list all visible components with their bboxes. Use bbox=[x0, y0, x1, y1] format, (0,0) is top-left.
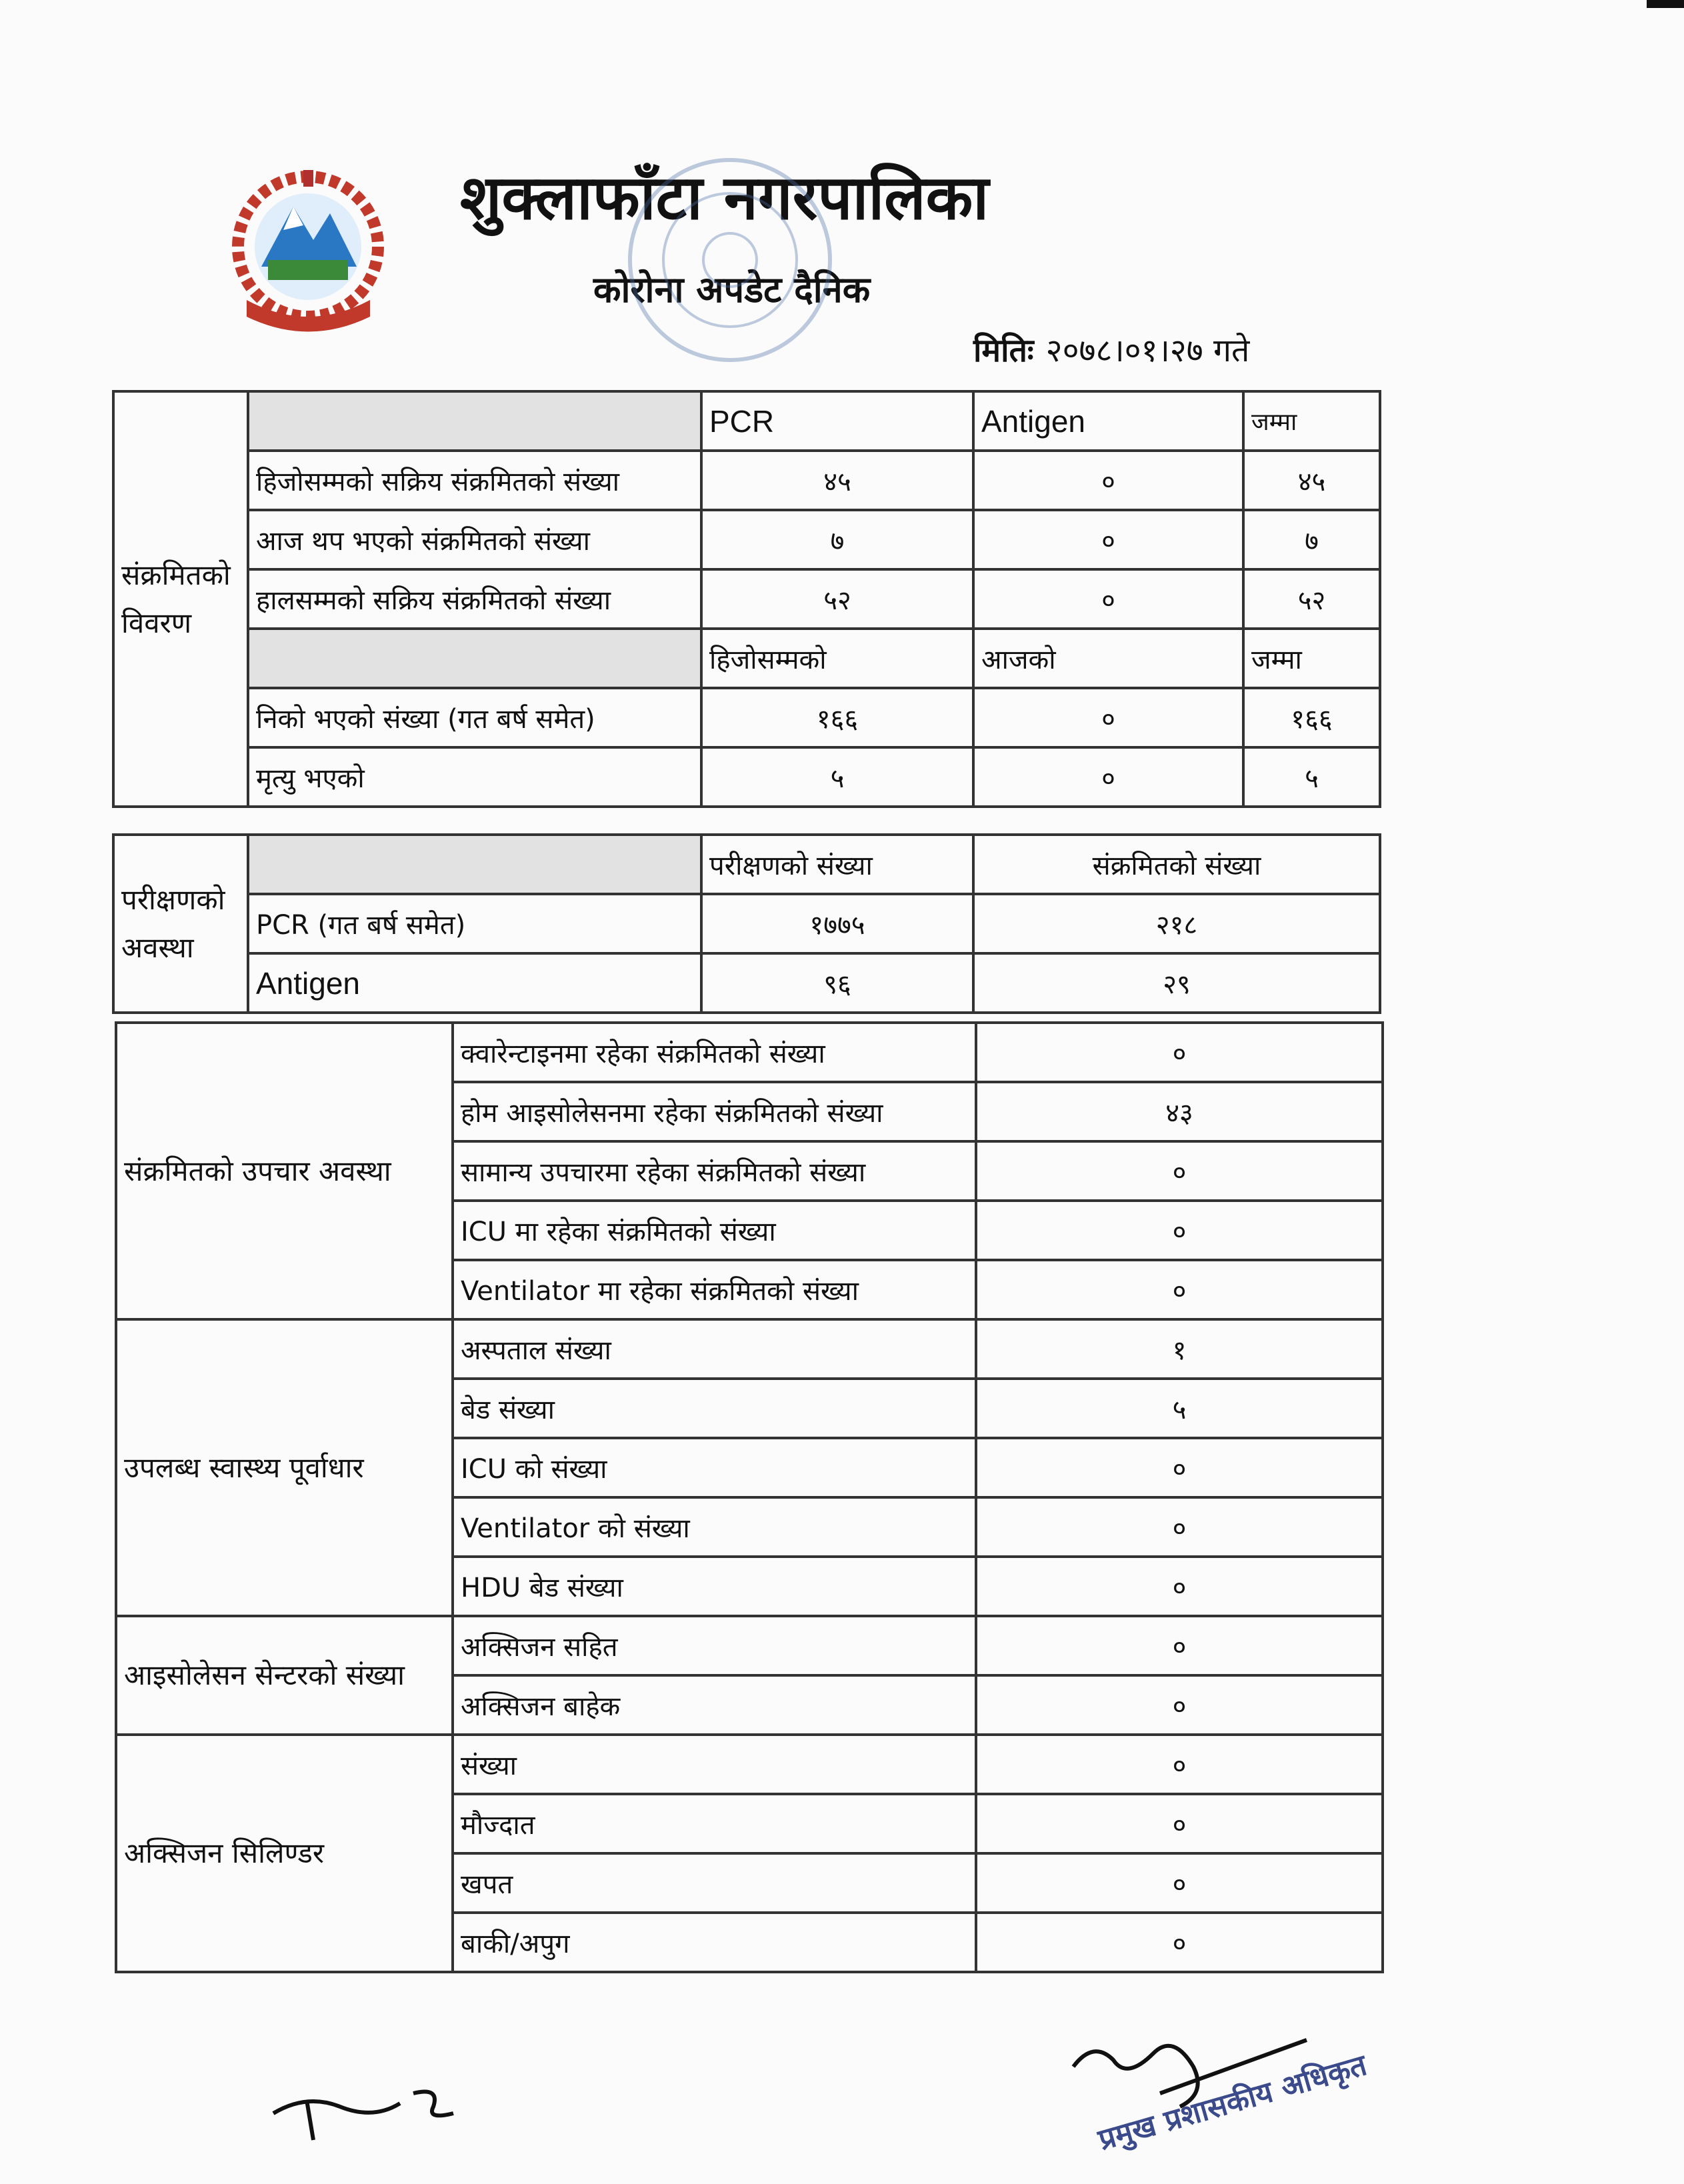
nepal-emblem-icon bbox=[220, 167, 397, 340]
row-label: सामान्य उपचारमा रहेका संक्रमितको संख्या bbox=[453, 1141, 976, 1201]
table-row bbox=[113, 747, 1380, 807]
signature-left bbox=[267, 2067, 480, 2147]
row-label: खपत bbox=[453, 1853, 976, 1913]
row-label: होम आइसोलेसनमा रहेका संक्रमितको संख्या bbox=[453, 1082, 976, 1141]
column-header: परीक्षणको संख्या bbox=[701, 835, 973, 894]
cell-value: २९ bbox=[973, 953, 1380, 1013]
table-row bbox=[116, 1319, 1383, 1379]
column-header: PCR bbox=[701, 391, 973, 451]
row-label: निको भएको संख्या (गत बर्ष समेत) bbox=[248, 688, 701, 747]
testing-status-table bbox=[112, 833, 1381, 1014]
table-row bbox=[113, 953, 1380, 1013]
table-row bbox=[116, 1023, 1383, 1082]
header-blank bbox=[248, 391, 701, 451]
cell-value: २१८ bbox=[973, 894, 1380, 953]
row-label: हिजोसम्मको सक्रिय संक्रमितको संख्या bbox=[248, 451, 701, 510]
officer-title: प्रमुख प्रशासकीय अधिकृत bbox=[1094, 2048, 1371, 2157]
row-label: ICU मा रहेका संक्रमितको संख्या bbox=[453, 1201, 976, 1260]
cell-value: ० bbox=[973, 451, 1243, 510]
cell-value: ४५ bbox=[1243, 451, 1380, 510]
cell-value: ० bbox=[976, 1438, 1383, 1497]
row-label: संख्या bbox=[453, 1735, 976, 1794]
cell-value: ० bbox=[973, 569, 1243, 629]
row-label: मृत्यु भएको bbox=[248, 747, 701, 807]
cell-value: ० bbox=[976, 1023, 1383, 1082]
infection-details-table bbox=[112, 390, 1381, 808]
page-title: शुक्लाफाँटा नगरपालिका bbox=[460, 162, 989, 233]
row-label: Ventilator मा रहेका संक्रमितको संख्या bbox=[453, 1260, 976, 1319]
section-label: परीक्षणको अवस्था bbox=[113, 835, 248, 1013]
table-row bbox=[113, 510, 1380, 569]
column-header: जम्मा bbox=[1243, 391, 1380, 451]
table-row bbox=[116, 1616, 1383, 1675]
cell-value: ४५ bbox=[701, 451, 973, 510]
cell-value: ५२ bbox=[1243, 569, 1380, 629]
cell-value: ९६ bbox=[701, 953, 973, 1013]
cell-value: ० bbox=[976, 1497, 1383, 1557]
row-label: अक्सिजन बाहेक bbox=[453, 1675, 976, 1735]
table-row bbox=[113, 569, 1380, 629]
cell-value: ५ bbox=[701, 747, 973, 807]
column-header: आजको bbox=[973, 629, 1243, 688]
row-label: आज थप भएको संक्रमितको संख्या bbox=[248, 510, 701, 569]
report-date bbox=[973, 328, 1249, 371]
cell-value: १ bbox=[976, 1319, 1383, 1379]
cell-value: ० bbox=[976, 1853, 1383, 1913]
cell-value: ५ bbox=[976, 1379, 1383, 1438]
column-header: हिजोसम्मको bbox=[701, 629, 973, 688]
cell-value: ७ bbox=[701, 510, 973, 569]
cell-value: ० bbox=[973, 747, 1243, 807]
cell-value: १७७५ bbox=[701, 894, 973, 953]
row-label: मौज्दात bbox=[453, 1794, 976, 1853]
header-blank bbox=[248, 629, 701, 688]
facilities-table bbox=[115, 1021, 1384, 1973]
header-blank bbox=[248, 835, 701, 894]
column-header: जम्मा bbox=[1243, 629, 1380, 688]
cell-value: ५२ bbox=[701, 569, 973, 629]
cell-value: ० bbox=[973, 510, 1243, 569]
cell-value: ७ bbox=[1243, 510, 1380, 569]
cell-value: ० bbox=[973, 688, 1243, 747]
municipality-stamp bbox=[620, 150, 840, 370]
section-label: उपलब्ध स्वास्थ्य पूर्वाधार bbox=[116, 1319, 453, 1616]
row-label: हालसम्मको सक्रिय संक्रमितको संख्या bbox=[248, 569, 701, 629]
section-label: आइसोलेसन सेन्टरको संख्या bbox=[116, 1616, 453, 1735]
section-label: संक्रमितको उपचार अवस्था bbox=[116, 1023, 453, 1319]
cell-value: ० bbox=[976, 1201, 1383, 1260]
cell-value: ० bbox=[976, 1675, 1383, 1735]
section-label: अक्सिजन सिलिण्डर bbox=[116, 1735, 453, 1972]
row-label: ICU को संख्या bbox=[453, 1438, 976, 1497]
column-header: संक्रमितको संख्या bbox=[973, 835, 1380, 894]
date-label: मितिः bbox=[973, 332, 1034, 369]
cell-value: ० bbox=[976, 1557, 1383, 1616]
row-label: क्वारेन्टाइनमा रहेका संक्रमितको संख्या bbox=[453, 1023, 976, 1082]
cell-value: ० bbox=[976, 1794, 1383, 1853]
row-label: बाकी/अपुग bbox=[453, 1913, 976, 1972]
page-subtitle: कोरोना अपडेट दैनिक bbox=[593, 269, 871, 311]
row-label: बेड संख्या bbox=[453, 1379, 976, 1438]
table-row bbox=[113, 688, 1380, 747]
cell-value: ० bbox=[976, 1616, 1383, 1675]
corner-mark bbox=[1647, 0, 1684, 8]
table-row bbox=[113, 451, 1380, 510]
row-label: अक्सिजन सहित bbox=[453, 1616, 976, 1675]
cell-value: १६६ bbox=[1243, 688, 1380, 747]
row-label: Antigen bbox=[248, 953, 701, 1013]
cell-value: ० bbox=[976, 1141, 1383, 1201]
cell-value: ० bbox=[976, 1735, 1383, 1794]
table-row bbox=[116, 1735, 1383, 1794]
row-label: HDU बेड संख्या bbox=[453, 1557, 976, 1616]
row-label: PCR (गत बर्ष समेत) bbox=[248, 894, 701, 953]
table-row bbox=[113, 894, 1380, 953]
cell-value: १६६ bbox=[701, 688, 973, 747]
cell-value: ० bbox=[976, 1913, 1383, 1972]
cell-value: ५ bbox=[1243, 747, 1380, 807]
date-value: २०७८।०१।२७ गते bbox=[1045, 332, 1250, 369]
column-header: Antigen bbox=[973, 391, 1243, 451]
section-label: संक्रमितको विवरण bbox=[113, 391, 248, 807]
cell-value: ० bbox=[976, 1260, 1383, 1319]
cell-value: ४३ bbox=[976, 1082, 1383, 1141]
row-label: Ventilator को संख्या bbox=[453, 1497, 976, 1557]
row-label: अस्पताल संख्या bbox=[453, 1319, 976, 1379]
